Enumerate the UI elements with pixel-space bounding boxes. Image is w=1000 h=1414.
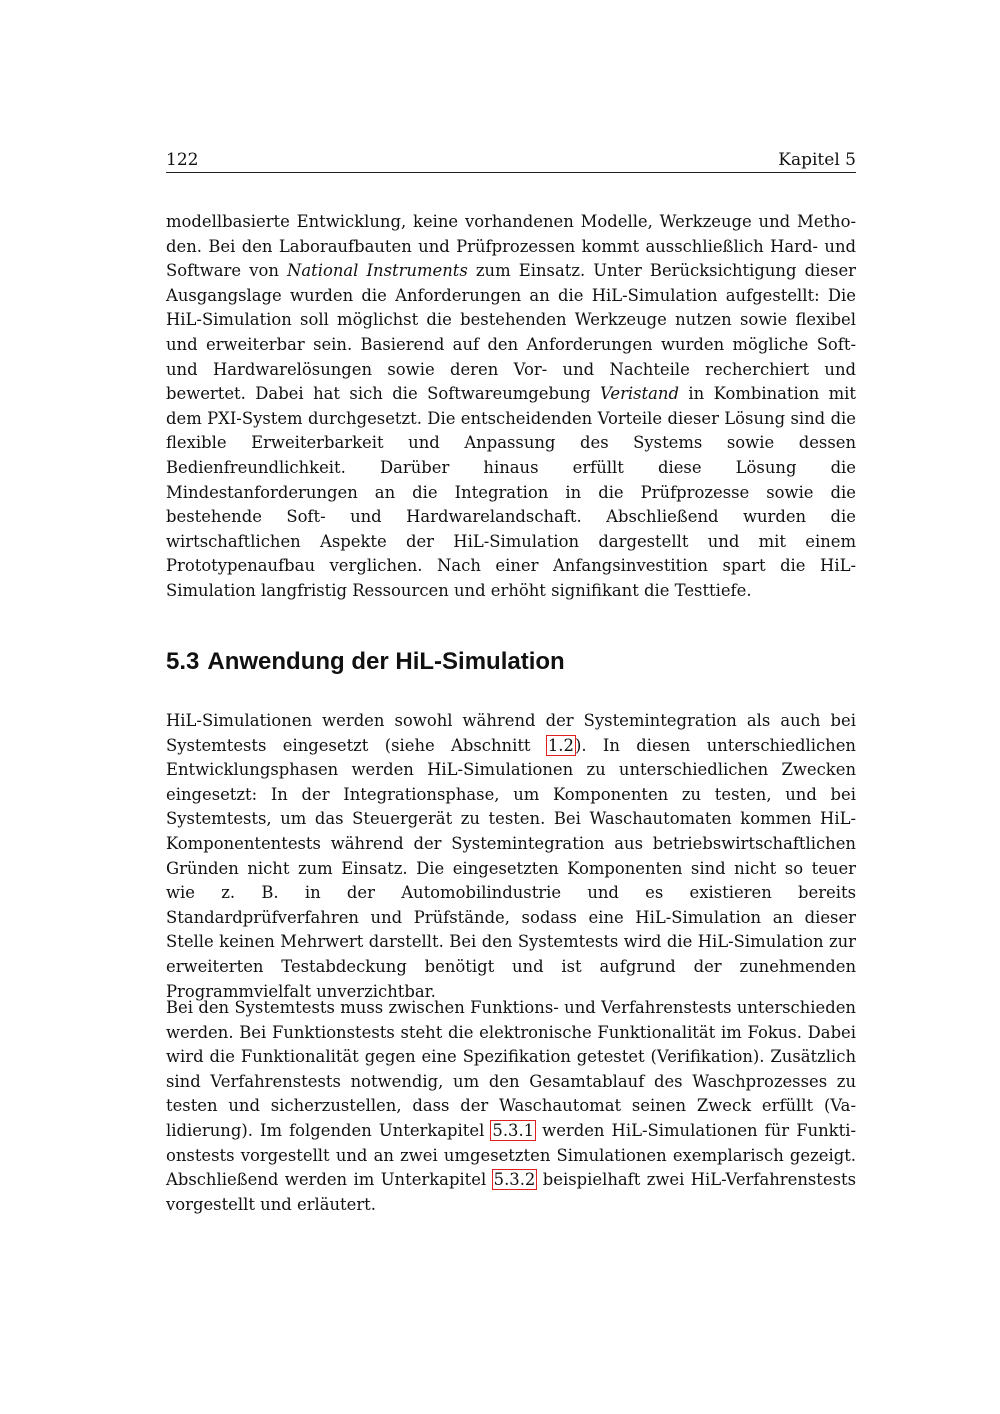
- paragraph-hil-usage: [166, 709, 856, 1004]
- paragraph-text: beispielhaft zwei HiL-Verfahrenstests vorgestellt und erläutert.: [166, 1170, 856, 1214]
- running-header: [166, 146, 856, 173]
- section-number: 5.3: [166, 648, 200, 675]
- chapter-label: Kapitel 5: [778, 150, 856, 170]
- brand-national-instruments: National Instruments: [287, 261, 468, 281]
- paragraph-text: werden HiL-Simulationen für Funktionstests vorgestellt und an zwei umgesetzten Simulationen exemplarisch gezeigt. Abschließend werden im Unterkapitel: [166, 1120, 856, 1190]
- brand-veristand: Veristand: [600, 384, 679, 404]
- paragraph-text: ). In diesen unterschiedlichen Entwicklungsphasen werden HiL-Simulationen zu unterschiedlichen Zwecken eingesetzt: In der Integrationsphase, um Komponenten zu testen, und bei Systemtests, um das Steuergerät zu testen. Bei Waschautomaten kommen HiL-Komponententests während der Systemintegration aus betriebswirtschaftlichen Gründen nicht zum Einsatz. Die eingesetzten Komponenten sind nicht so teuer wie z. B. in der Automobilindustrie und es existieren bereits Standardprüfverfahren und Prüfstände, sodass eine HiL-Simulation an dieser Stelle keinen Mehrwert darstellt. Bei den Systemtests wird die HiL-Simulation zur erweiterten Testabdeckung benötigt und ist aufgrund der zunehmenden Programmvielfalt unverzichtbar.: [166, 735, 856, 1001]
- cross-reference-link-5-3-2[interactable]: 5.3.2: [493, 1170, 536, 1190]
- section-title: Anwendung der HiL-Simulation: [207, 648, 565, 675]
- paragraph-intro-summary: [166, 210, 856, 604]
- paragraph-text: zum Einsatz. Unter Berücksichtigung dieser Ausgangslage wurden die Anforderungen an die HiL-Simulation aufgestellt: Die HiL-Simulation soll möglichst die bestehenden Werkzeuge nutzen sowie flexibel und erweiterbar sein. Basierend auf den Anforderungen wurden mögliche Soft- und Hardwarelösungen sowie deren Vor- und Nachteile recherchiert und bewertet. Dabei hat sich die Softwareumgebung: [166, 261, 856, 404]
- page-number: 122: [166, 150, 199, 170]
- section-heading: [166, 648, 565, 676]
- paragraph-text: in Kombination mit dem PXI-System durchgesetzt. Die entscheidenden Vorteile dieser Lösung sind die flexible Erweiterbarkeit und Anpassung des Systems sowie dessen Bedienfreundlichkeit. Darüber hinaus erfüllt diese Lösung die Mindestanforderungen an die Integration in die Prüfprozesse sowie die bestehende Soft- und Hardwarelandschaft. Abschließend wurden die wirtschaftlichen Aspekte der HiL-Simulation dargestellt und mit einem Prototypenaufbau verglichen. Nach einer Anfangsinvestition spart die HiL-Simulation langfristig Ressourcen und erhöht signifikant die Testtiefe.: [166, 384, 856, 600]
- cross-reference-link-5-3-1[interactable]: 5.3.1: [492, 1120, 535, 1140]
- paragraph-text: Bei den Systemtests muss zwischen Funktions- und Verfahrenstests unterschieden werden. Bei Funktionstests steht die elektronische Funktionalität im Fokus. Dabei wird die Funktionalität gegen eine Spezifikation getestet (Verifikation). Zusätzlich sind Verfahrenstests notwendig, um den Gesamtablauf des Waschprozesses zu testen und sicherzustellen, dass der Waschautomat seinen Zweck erfüllt (Validierung). Im folgenden Unterkapitel: [166, 998, 856, 1140]
- paragraph-system-tests: [166, 996, 856, 1217]
- paragraph-text: HiL-Simulationen werden sowohl während der Systemintegration als auch bei Systemtests eingesetzt (siehe Abschnitt: [166, 711, 856, 755]
- cross-reference-link-1-2[interactable]: 1.2: [547, 735, 574, 755]
- paragraph-text: modellbasierte Entwicklung, keine vorhandenen Modelle, Werkzeuge und Methoden. Bei den Laboraufbauten und Prüfprozessen kommt ausschließlich Hard- und Software von: [166, 212, 856, 281]
